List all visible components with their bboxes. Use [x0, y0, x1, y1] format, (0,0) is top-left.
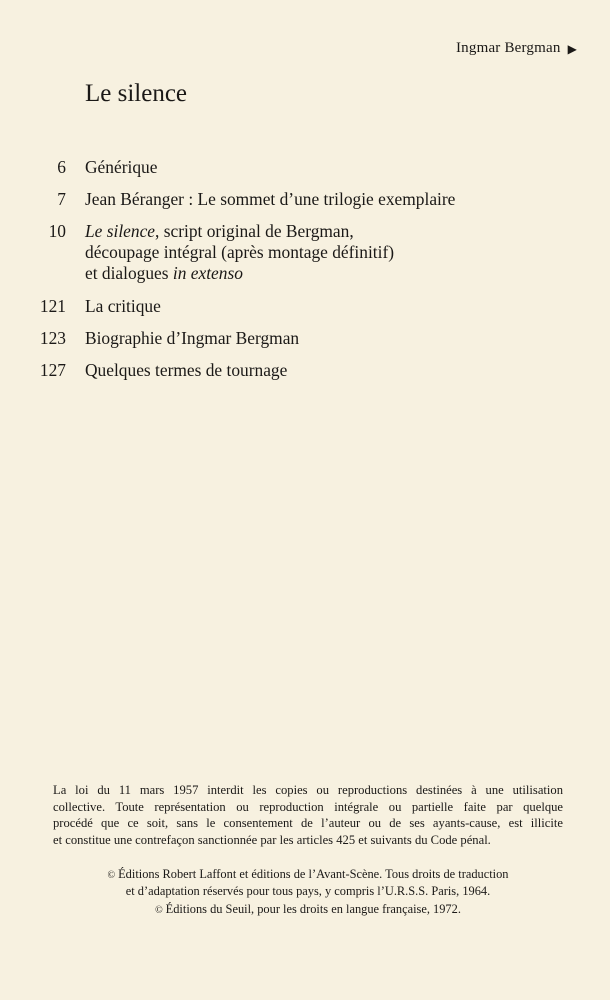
toc-entry-line	[85, 263, 394, 284]
toc-entry-italic: Le silence	[85, 221, 156, 241]
toc-entry-text: et dialogues	[85, 263, 173, 283]
toc-entry	[0, 328, 610, 349]
toc-page-number: 123	[39, 328, 66, 348]
toc-page-number: 10	[48, 221, 66, 241]
toc-page-number: 6	[57, 157, 66, 177]
toc-entry-title: Générique	[85, 157, 158, 177]
running-head	[456, 40, 577, 57]
toc-page-number: 7	[57, 189, 66, 209]
legal-notice-line: procédé que ce soit, sans le consentement de l’auteur ou de ses ayants-cause, est illicite	[53, 816, 563, 831]
copyright-icon: ©	[155, 905, 163, 916]
toc-entry-italic: in extenso	[172, 263, 243, 283]
page-title: Le silence	[85, 80, 188, 107]
legal-notice-line: collective. Toute représentation ou reproduction intégrale ou partielle faite par quelque	[53, 799, 563, 814]
toc-entry-title: Biographie d’Ingmar Bergman	[85, 328, 300, 348]
copyright-notice	[48, 867, 568, 899]
copyright-icon: ©	[107, 870, 116, 881]
toc-entry	[0, 221, 610, 284]
legal-notice-line: La loi du 11 mars 1957 interdit les copies ou reproductions destinées à une utilisation	[53, 783, 563, 797]
toc-entry-title: Jean Béranger : Le sommet d’une trilogie exemplaire	[85, 189, 456, 209]
toc-entry	[0, 296, 610, 317]
copyright-text: Éditions Robert Laffont et éditions de l’Avant-Scène. Tous droits de traduction	[118, 867, 509, 881]
running-head-title: Ingmar Bergman	[455, 40, 561, 56]
copyright-line: et d’adaptation réservés pour tous pays, y compris l’U.R.S.S. Paris, 1964.	[125, 883, 491, 898]
legal-notice	[53, 782, 563, 848]
toc-entry-title: Quelques termes de tournage	[85, 360, 288, 380]
arrow-right-icon: ▶	[567, 41, 577, 56]
toc-entry	[0, 189, 610, 210]
toc-entry-line: découpage intégral (après montage définitif)	[85, 242, 395, 262]
legal-notice-line: et constitue une contrefaçon sanctionnée par les articles 425 et suivants du Code pénal.	[53, 832, 491, 847]
toc-page-number: 127	[39, 360, 66, 380]
toc-entry	[0, 157, 610, 178]
toc-entry-text: , script original de Bergman,	[155, 221, 354, 241]
toc-entry	[0, 360, 610, 381]
table-of-contents	[0, 157, 610, 392]
copyright-text: Éditions du Seuil, pour les droits en langue française, 1972.	[165, 902, 461, 916]
toc-page-number: 121	[39, 296, 66, 316]
toc-entry-title	[85, 221, 394, 284]
toc-entry-title: La critique	[85, 296, 161, 316]
toc-entry-line	[85, 221, 394, 242]
copyright-notice-seuil	[48, 902, 568, 917]
copyright-line	[48, 867, 568, 884]
